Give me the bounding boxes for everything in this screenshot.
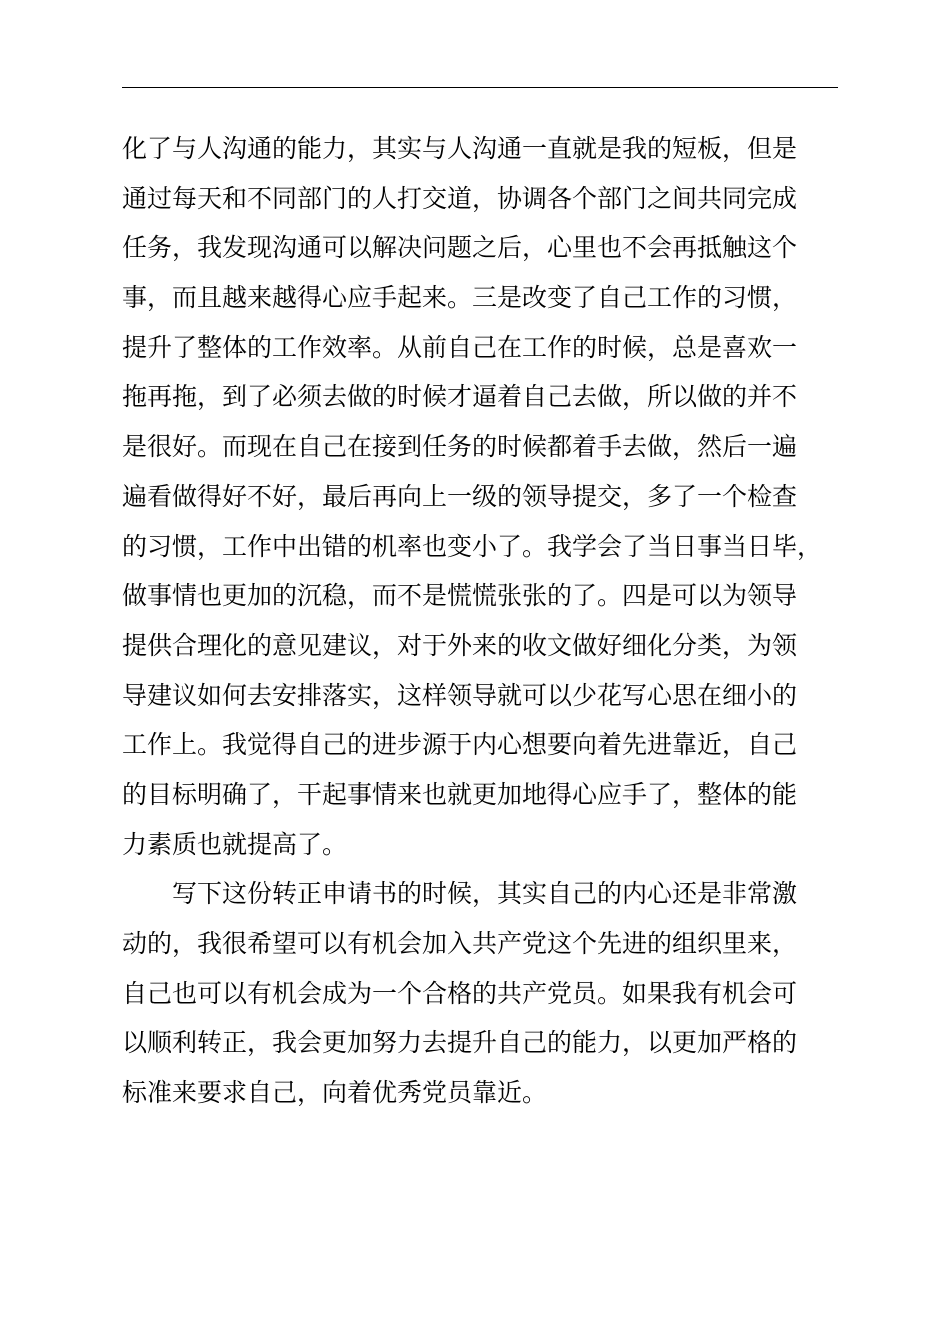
header-rule	[122, 87, 838, 88]
text-line: 提升了整体的工作效率。从前自己在工作的时候，总是喜欢一	[122, 332, 798, 362]
document-body	[122, 124, 862, 1118]
text-line: 是很好。而现在自己在接到任务的时候都着手去做，然后一遍	[122, 432, 798, 462]
text-line: 动的，我很希望可以有机会加入共产党这个先进的组织里来，	[122, 929, 798, 958]
text-line: 力素质也就提高了。	[122, 829, 348, 859]
text-line: 任务，我发现沟通可以解决问题之后，心里也不会再抵触这个	[122, 233, 798, 263]
text-line: 提供合理化的意见建议，对于外来的收文做好细化分类，为领	[122, 630, 798, 660]
text-line: 写下这份转正申请书的时候，其实自己的内心还是非常激	[172, 879, 798, 909]
text-line: 的习惯，工作中出错的机率也变小了。我学会了当日事当日毕，	[122, 531, 823, 561]
text-line: 通过每天和不同部门的人打交道，协调各个部门之间共同完成	[122, 183, 798, 213]
text-line: 事，而且越来越得心应手起来。三是改变了自己工作的习惯，	[122, 283, 798, 313]
text-line: 以顺利转正，我会更加努力去提升自己的能力，以更加严格的	[122, 1028, 798, 1058]
text-line: 遍看做得好不好，最后再向上一级的领导提交，多了一个检查	[122, 481, 798, 511]
text-line: 拖再拖，到了必须去做的时候才逼着自己去做，所以做的并不	[122, 382, 798, 412]
paragraph-2	[122, 869, 862, 1117]
text-line: 的目标明确了，干起事情来也就更加地得心应手了，整体的能	[122, 779, 798, 809]
text-line: 导建议如何去安排落实，这样领导就可以少花写心思在细小的	[122, 680, 798, 710]
paragraph-1	[122, 124, 862, 869]
text-line: 做事情也更加的沉稳，而不是慌慌张张的了。四是可以为领导	[122, 581, 798, 611]
text-line: 化了与人沟通的能力，其实与人沟通一直就是我的短板，但是	[122, 134, 798, 163]
text-line: 标准来要求自己，向着优秀党员靠近。	[122, 1078, 548, 1108]
text-line: 工作上。我觉得自己的进步源于内心想要向着先进靠近，自己	[122, 730, 798, 760]
text-line: 自己也可以有机会成为一个合格的共产党员。如果我有机会可	[122, 978, 798, 1008]
